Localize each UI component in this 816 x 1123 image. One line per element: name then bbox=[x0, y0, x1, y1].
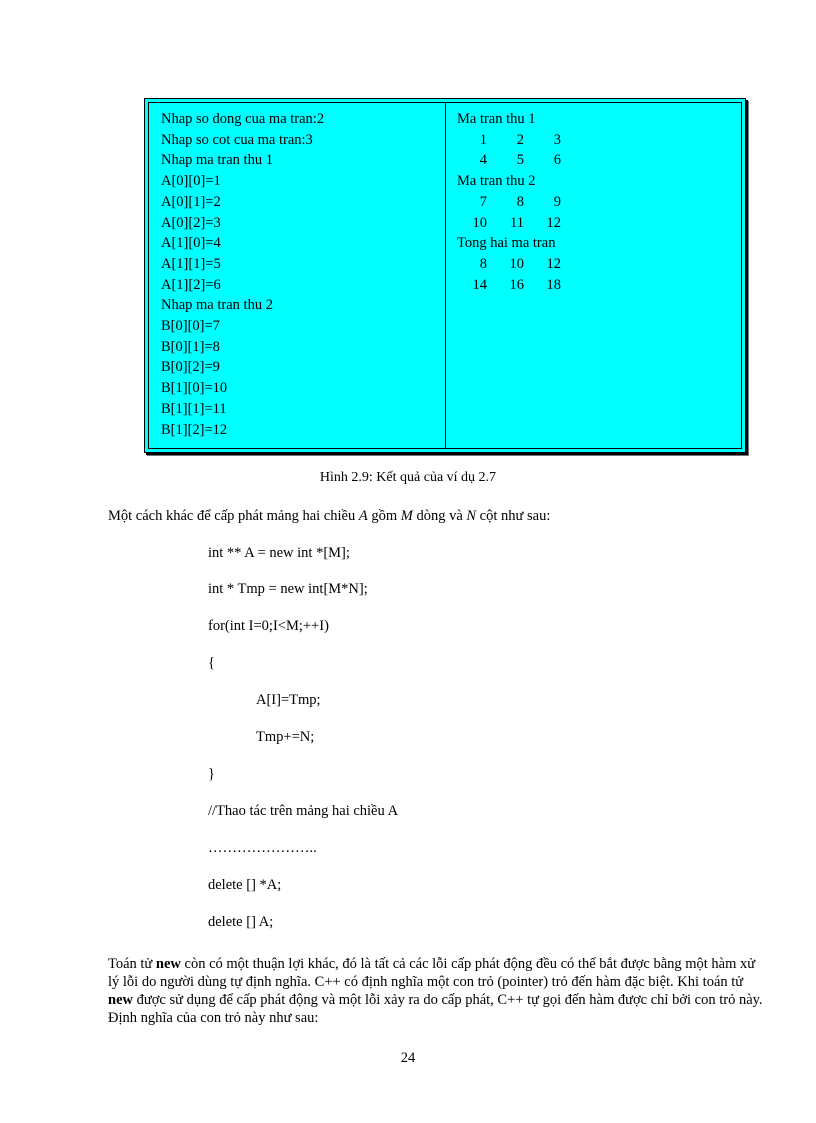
matrix-cell: 16 bbox=[509, 276, 524, 293]
code-line: int ** A = new int *[M]; bbox=[208, 545, 350, 561]
output-line: A[0][0]=1 bbox=[161, 173, 221, 190]
output-line: A[1][1]=5 bbox=[161, 255, 221, 272]
matrix-cell: 7 bbox=[479, 193, 487, 210]
output-line: B[1][0]=10 bbox=[161, 380, 228, 397]
keyword: new bbox=[155, 956, 181, 972]
output-line: A[1][0]=4 bbox=[161, 235, 221, 252]
matrix-row bbox=[457, 150, 571, 171]
matrix-cell: 10 bbox=[472, 214, 487, 231]
matrix-cell: 10 bbox=[509, 255, 524, 272]
code-line: delete [] *A; bbox=[208, 877, 282, 893]
code-line: for(int I=0;I<M;++I) bbox=[208, 618, 329, 634]
matrix-cell: 3 bbox=[553, 131, 561, 148]
matrix-cell: 12 bbox=[546, 214, 561, 231]
text-run: được sử dụng để cấp phát động và một lỗi xảy ra do cấp phát, C++ tự gọi đến hàm được chỉ bởi con trỏ này. Định nghĩa của con trỏ này như sau: bbox=[108, 992, 763, 1026]
text-run: cột như sau: bbox=[476, 508, 551, 524]
matrix-cell: 4 bbox=[479, 152, 487, 169]
code-line: ………………….. bbox=[208, 840, 317, 856]
code-line: delete [] A; bbox=[208, 914, 274, 930]
output-line: A[0][1]=2 bbox=[161, 193, 221, 210]
matrix-cell: 5 bbox=[516, 152, 524, 169]
code-line: } bbox=[208, 766, 215, 782]
matrix-row bbox=[457, 130, 571, 151]
code-line: int * Tmp = new int[M*N]; bbox=[208, 581, 368, 597]
matrix-cell: 6 bbox=[553, 152, 561, 169]
body-paragraph bbox=[108, 955, 768, 1027]
matrix-cell: 8 bbox=[516, 193, 524, 210]
matrix-cell: 1 bbox=[479, 131, 487, 148]
output-line: A[1][2]=6 bbox=[161, 276, 221, 293]
output-line: B[0][0]=7 bbox=[161, 318, 220, 335]
code-line: Tmp+=N; bbox=[256, 729, 315, 745]
matrix-cell: 9 bbox=[553, 193, 561, 210]
matrix-cell: 12 bbox=[546, 255, 561, 272]
text-run: dòng và bbox=[412, 508, 467, 524]
matrix-row bbox=[457, 213, 571, 234]
output-line: Nhap so dong cua ma tran:2 bbox=[161, 111, 325, 127]
matrix-output-column bbox=[457, 109, 571, 295]
figure-inner-frame bbox=[148, 102, 742, 449]
variable-name: A bbox=[358, 508, 368, 524]
matrix-label: Tong hai ma tran bbox=[457, 235, 556, 252]
matrix-cell: 18 bbox=[546, 276, 561, 293]
input-log-column bbox=[161, 109, 324, 440]
matrix-cell: 2 bbox=[516, 131, 524, 148]
matrix-cell: 11 bbox=[510, 214, 524, 231]
code-line: A[I]=Tmp; bbox=[256, 692, 321, 708]
variable-name: N bbox=[466, 508, 477, 524]
output-line: Nhap ma tran thu 1 bbox=[161, 152, 273, 169]
output-line: B[1][2]=12 bbox=[161, 421, 228, 438]
code-line: { bbox=[208, 655, 215, 671]
text-run: còn có một thuận lợi khác, đó là tất cả các lỗi cấp phát động đều có thể bắt được bằng một hàm xử lý lỗi do người dùng tự định nghĩa. C++ có định nghĩa một con trỏ (pointer) trỏ đến hàm đặc biệt. Khi toán tử bbox=[108, 956, 756, 990]
keyword: new bbox=[108, 992, 133, 1008]
matrix-cell: 14 bbox=[472, 276, 487, 293]
output-line: B[1][1]=11 bbox=[161, 400, 227, 417]
text-run: gồm bbox=[367, 508, 401, 524]
matrix-row bbox=[457, 254, 571, 275]
variable-name: M bbox=[400, 508, 413, 524]
text-run: Toán tử bbox=[108, 956, 156, 972]
matrix-row bbox=[457, 192, 571, 213]
matrix-label: Ma tran thu 1 bbox=[457, 111, 536, 127]
matrix-cell: 8 bbox=[479, 255, 487, 272]
output-line: B[0][1]=8 bbox=[161, 338, 220, 355]
output-line: Nhap so cot cua ma tran:3 bbox=[161, 131, 313, 148]
code-line: //Thao tác trên mảng hai chiều A bbox=[208, 803, 399, 819]
intro-paragraph bbox=[108, 508, 550, 525]
text-run: Một cách khác để cấp phát mảng hai chiều bbox=[108, 508, 359, 524]
figure-caption: Hình 2.9: Kết quả của ví dụ 2.7 bbox=[319, 470, 497, 485]
page-number: 24 bbox=[400, 1050, 416, 1066]
figure-column-divider bbox=[445, 103, 446, 448]
output-line: B[0][2]=9 bbox=[161, 359, 220, 376]
output-line: Nhap ma tran thu 2 bbox=[161, 297, 273, 314]
output-line: A[0][2]=3 bbox=[161, 214, 221, 231]
matrix-label: Ma tran thu 2 bbox=[457, 173, 536, 190]
program-output-figure bbox=[144, 98, 746, 453]
matrix-row bbox=[457, 275, 571, 296]
